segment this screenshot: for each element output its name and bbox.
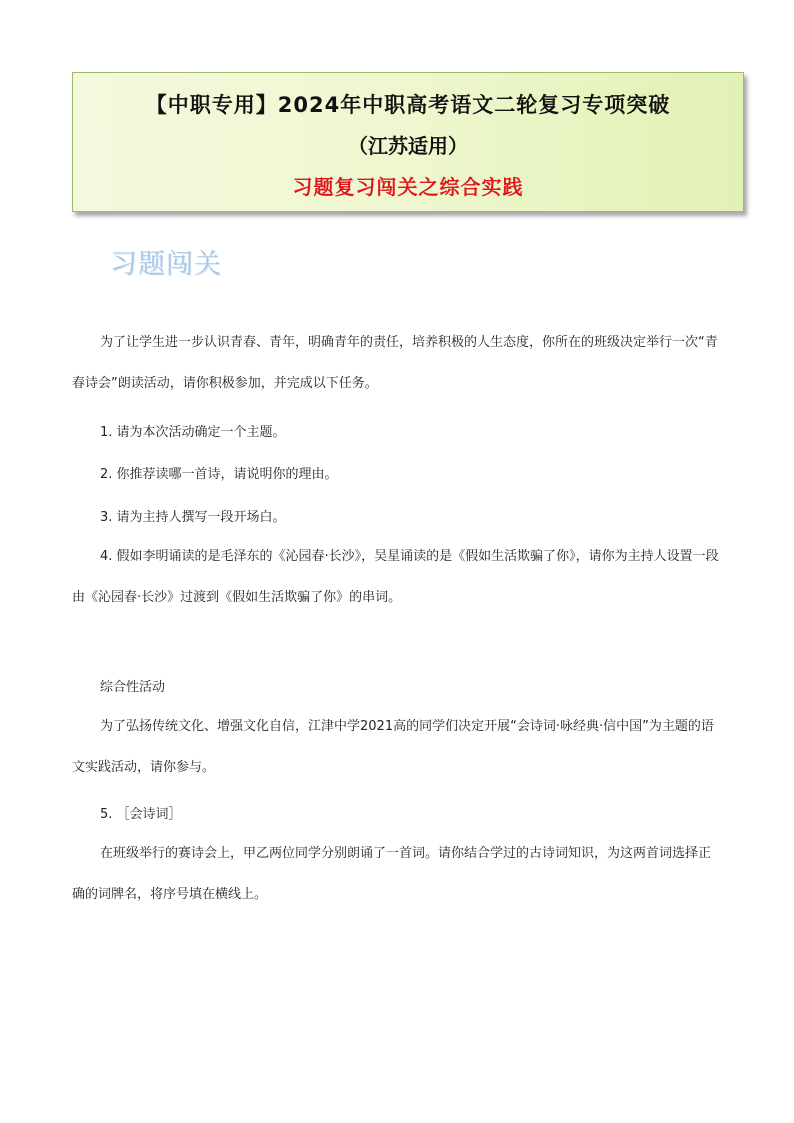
task-item-2: 2. 你推荐读哪一首诗，请说明你的理由。	[100, 467, 338, 482]
activity-intro-paragraph: 为了弘扬传统文化、增强文化自信，江津中学2021高的同学们决定开展“会诗词·咏经典·信中国”为主题的语文实践活动，请你参与。	[72, 719, 714, 775]
activity-heading: 综合性活动	[100, 680, 166, 695]
document-title: 【中职专用】2024年中职高考语文二轮复习专项突破	[145, 93, 671, 117]
section-logo	[110, 242, 222, 281]
task-item-4: 4. 假如李明诵读的是毛泽东的《沁园春·长沙》，吴星诵读的是《假如生活欺骗了你》，请你为主持人设置一段由《沁园春·长沙》过渡到《假如生活欺骗了你》的串词。	[72, 549, 719, 605]
document-region: （江苏适用）	[348, 134, 468, 158]
question-5-label: 5. ［会诗词］	[100, 807, 182, 822]
question-5-text: 在班级举行的赛诗会上，甲乙两位同学分别朗诵了一首词。请你结合学过的古诗词知识，为这两首词选择正确的词牌名，将序号填在横线上。	[72, 846, 712, 902]
intro-paragraph: 为了让学生进一步认识青春、青年，明确青年的责任，培养积极的人生态度，你所在的班级决定举行一次“青春诗会”朗读活动，请你积极参加，并完成以下任务。	[72, 335, 718, 391]
section-logo-text: 习题闯关	[110, 249, 222, 280]
document-subtitle: 习题复习闯关之综合实践	[292, 175, 524, 199]
task-item-3: 3. 请为主持人撰写一段开场白。	[100, 510, 286, 525]
title-banner	[72, 72, 744, 212]
task-item-1: 1. 请为本次活动确定一个主题。	[100, 425, 286, 440]
